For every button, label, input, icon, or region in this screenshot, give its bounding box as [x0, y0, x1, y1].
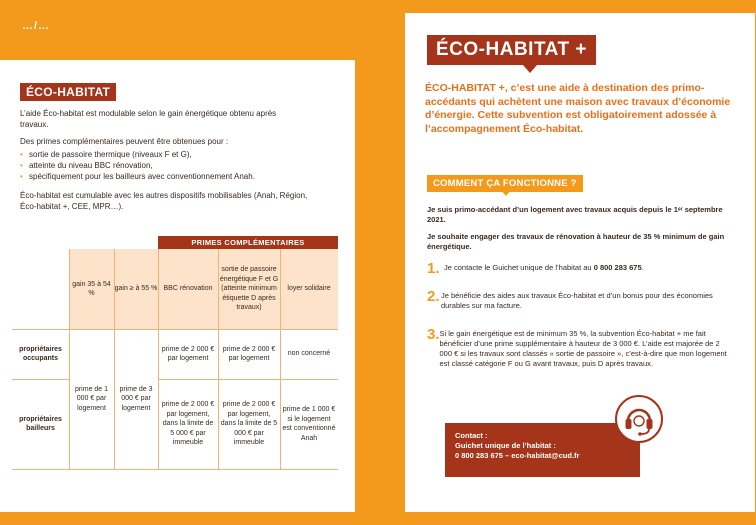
left-page	[0, 60, 355, 512]
table-divider	[12, 379, 69, 380]
header-bbc: BBC rénovation	[158, 249, 218, 329]
step-3	[427, 327, 732, 369]
primes-paragraph: Des primes complémentaires peuvent être obtenues pour :	[20, 137, 229, 146]
step-2	[427, 289, 732, 311]
primes-list	[20, 149, 320, 182]
contact-box	[445, 423, 640, 477]
list-item: • atteinte du niveau BBC rénovation,	[20, 160, 320, 171]
table-divider	[12, 469, 338, 470]
how-notch	[501, 190, 511, 196]
step-number: 3.	[427, 326, 440, 343]
table-divider	[12, 329, 338, 330]
step-number: 1.	[427, 260, 440, 277]
intro-paragraph: L’aide Éco-habitat est modulable selon le gain énergétique obtenu après travaux.	[20, 109, 277, 129]
contact-line: Guichet unique de l’habitat :	[455, 441, 556, 450]
table-divider	[69, 249, 70, 469]
contact-details[interactable]: 0 800 283 675 – eco-habitat@cud.fr	[455, 451, 580, 460]
step-1	[427, 261, 732, 276]
header-loyer: loyer solidaire	[280, 249, 338, 329]
header-gain-35: gain 35 à 54 %	[69, 249, 114, 329]
row-label-bailleurs: propriétaires bailleurs	[19, 415, 62, 432]
cell-occupants-passoire: prime de 2 000 € par logement	[222, 345, 276, 362]
table-divider	[158, 379, 338, 380]
row-label-occupants: propriétaires occupants	[19, 345, 62, 362]
step-number: 2.	[427, 288, 440, 305]
step-text: Je bénéficie des aides aux travaux Éco-habitat et d’un bonus pour des économies durables sur ma facture.	[440, 291, 713, 310]
cell-occupants-loyer: non concerné	[287, 350, 331, 358]
eco-habitat-title: ÉCO-HABITAT	[20, 83, 116, 101]
table-divider	[218, 249, 219, 469]
cell-bailleurs-passoire: prime de 2 000 € par logement, dans la limite de 5 000 € par immeuble	[220, 401, 278, 447]
list-item: • sortie de passoire thermique (niveaux F et G),	[20, 149, 320, 160]
list-item: • spécifiquement pour les bailleurs avec conventionnement Anah.	[20, 171, 320, 182]
cell-gain-55: prime de 3 000 € par logement	[119, 385, 153, 412]
step-text: Si le gain énergétique est de minimum 35 %, la subvention Éco-habitat + me fait bénéficier d’une prime supplémentaire à hauteur de 3 000 €. L’aide est majorée de 2 000 € si les travaux sont classés « sortie de passoire », c’est-à-dire que mon logement est classé catégorie F ou G avant travaux, puis D après travaux.	[439, 329, 727, 368]
step-text: Je contacte le Guichet unique de l’habitat au 0 800 283 675.	[444, 263, 644, 272]
contact-label: Contact :	[455, 431, 488, 440]
right-page	[405, 13, 755, 512]
table-divider	[114, 249, 115, 469]
header-passoire: sortie de passoire énergétique F et G (atteinte minimum étiquette D après travaux)	[218, 249, 280, 329]
cell-occupants-bbc: prime de 2 000 € par logement	[161, 345, 215, 362]
table-band-header: PRIMES COMPLÉMENTAIRES	[158, 236, 338, 249]
cell-bailleurs-bbc: prime de 2 000 € par logement, dans la limite de 5 000 € par immeuble	[161, 401, 215, 447]
condition-2: Je souhaite engager des travaux de rénovation à hauteur de 35 % minimum de gain énergétique.	[427, 232, 725, 251]
primes-table	[12, 236, 338, 476]
table-divider	[280, 249, 281, 469]
condition-1: Je suis primo-accédant d’un logement avec travaux acquis depuis le 1ᵉʳ septembre 2021.	[427, 205, 723, 224]
cell-gain-35: prime de 1 000 € par logement	[74, 385, 109, 412]
title-notch	[523, 65, 537, 73]
headset-icon	[615, 395, 663, 443]
header-gain-55: gain ≥ à 55 %	[114, 249, 158, 329]
phone-number: 0 800 283 675	[593, 263, 642, 272]
table-divider	[158, 249, 159, 469]
page-continuation-mark: …/…	[22, 20, 51, 32]
eco-habitat-plus-title: ÉCO-HABITAT +	[427, 35, 596, 65]
how-it-works-title: COMMENT ÇA FONCTIONNE ?	[427, 175, 583, 192]
intro-highlight: ÉCO-HABITAT +, c’est une aide à destination des primo-accédants qui achètent une maison avec travaux d’économie d’énergie. Cette subvention est obligatoirement adossée à l’accompagnement Éco-habitat.	[425, 82, 731, 135]
cumul-paragraph: Éco-habitat est cumulable avec les autres dispositifs mobilisables (Anah, Région, Éco-habitat +, CEE, MPR…).	[20, 191, 308, 211]
cell-bailleurs-loyer: prime de 1 000 € si le logement est conventionné Anah	[282, 406, 336, 442]
